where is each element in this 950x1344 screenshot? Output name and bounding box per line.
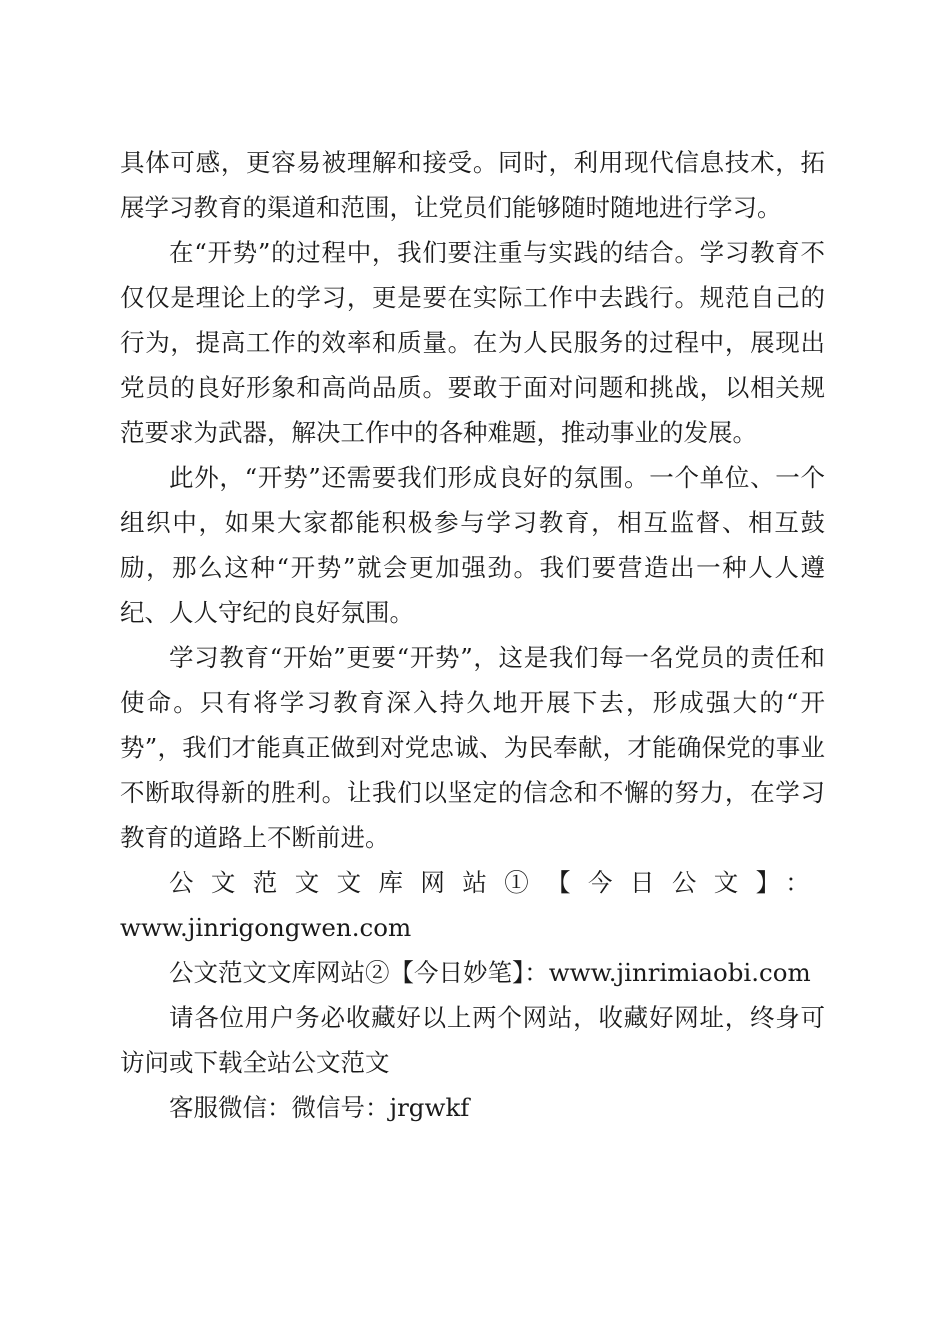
site1-url[interactable]: www.jinrigongwen.com	[120, 913, 412, 942]
customer-service-wechat: 客服微信：微信号：jrgwkf	[169, 1093, 470, 1122]
paragraph-atmosphere: 此外，“开势”还需要我们形成良好的氛围。一个单位、一个组织中，如果大家都能积极参与学习教育，相互监督、相互鼓励，那么这种“开势”就会更加强劲。我们要营造出一种人人遵纪、人人守纪的良好氛围。	[120, 463, 825, 627]
paragraph-continued: 具体可感，更容易被理解和接受。同时，利用现代信息技术，拓展学习教育的渠道和范围，让党员们能够随时随地进行学习。	[120, 148, 825, 222]
document-page	[120, 140, 825, 1130]
site1-label: 公文范文文库网站①【今日公文】：	[169, 868, 825, 897]
paragraph-conclusion: 学习教育“开始”更要“开势”，这是我们每一名党员的责任和使命。只有将学习教育深入持久地开展下去，形成强大的“开势”，我们才能真正做到对党忠诚、为民奉献，才能确保党的事业不断取得新的胜利。让我们以坚定的信念和不懈的努力，在学习教育的道路上不断前进。	[120, 643, 825, 852]
site2-line[interactable]: 公文范文文库网站②【今日妙笔】：www.jinrimiaobi.com	[169, 958, 811, 987]
paragraph-practice: 在“开势”的过程中，我们要注重与实践的结合。学习教育不仅仅是理论上的学习，更是要在实际工作中去践行。规范自己的行为，提高工作的效率和质量。在为人民服务的过程中，展现出党员的良好形象和高尚品质。要敢于面对问题和挑战，以相关规范要求为武器，解决工作中的各种难题，推动事业的发展。	[120, 238, 825, 447]
bookmark-notice: 请各位用户务必收藏好以上两个网站，收藏好网址，终身可访问或下载全站公文范文	[120, 1003, 825, 1077]
